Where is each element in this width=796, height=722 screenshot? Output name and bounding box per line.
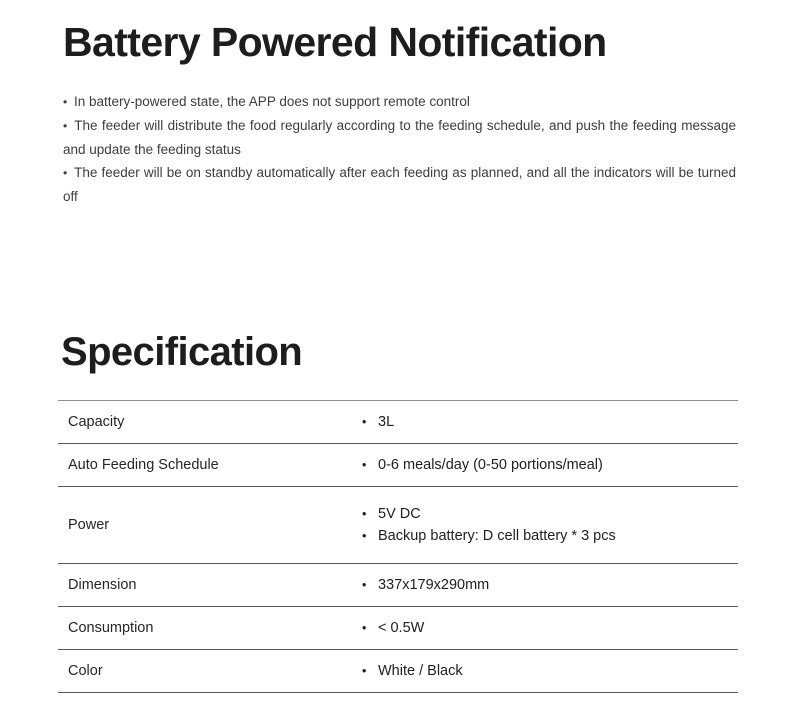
spec-row-power xyxy=(58,487,738,564)
spec-values xyxy=(362,487,738,564)
spec-values xyxy=(362,650,738,693)
spec-value-line xyxy=(362,660,738,682)
note-item: • The feeder will be on standby automatically after each feeding as planned, and all the indicators will be turned off xyxy=(63,161,736,208)
spec-row-dimension xyxy=(58,564,738,607)
bullet-icon: • xyxy=(362,415,367,430)
spec-value-text: 337x179x290mm xyxy=(378,577,490,594)
spec-value-line xyxy=(362,411,738,433)
spec-label: Auto Feeding Schedule xyxy=(68,457,219,474)
spec-values xyxy=(362,607,738,650)
section-title-specification: Specification xyxy=(61,330,303,375)
spec-label: Dimension xyxy=(68,577,137,594)
spec-value-text: 0-6 meals/day (0-50 portions/meal) xyxy=(378,457,603,474)
spec-row-auto-feeding-schedule xyxy=(58,444,738,487)
spec-value-line xyxy=(362,454,738,476)
spec-table-body xyxy=(58,401,738,693)
notes-list xyxy=(63,90,736,208)
bullet-icon: • xyxy=(63,119,68,134)
bullet-icon: • xyxy=(362,529,367,544)
spec-value-line xyxy=(362,503,738,525)
bullet-icon: • xyxy=(362,507,367,522)
spec-value-text: 5V DC xyxy=(378,506,421,523)
spec-values xyxy=(362,401,738,444)
spec-value-line xyxy=(362,617,738,639)
section-title-battery-powered-notification: Battery Powered Notification xyxy=(63,19,607,65)
spec-label: Power xyxy=(68,517,110,534)
spec-values xyxy=(362,444,738,487)
bullet-icon: • xyxy=(63,95,68,110)
bullet-icon: • xyxy=(362,664,367,679)
spec-value-text: Backup battery: D cell battery * 3 pcs xyxy=(378,528,616,545)
bullet-icon: • xyxy=(362,458,367,473)
spec-label: Capacity xyxy=(68,414,125,431)
bullet-icon: • xyxy=(63,166,68,181)
spec-label: Consumption xyxy=(68,620,154,637)
spec-table xyxy=(58,400,738,693)
spec-values xyxy=(362,564,738,607)
note-item: • The feeder will distribute the food regularly according to the feeding schedule, and push the feeding message and update the feeding status xyxy=(63,114,736,161)
spec-value-line xyxy=(362,574,738,596)
spec-value-line xyxy=(362,525,738,547)
bullet-icon: • xyxy=(362,578,367,593)
note-item: • In battery-powered state, the APP does not support remote control xyxy=(63,90,736,114)
spec-row-capacity xyxy=(58,401,738,444)
bullet-icon: • xyxy=(362,621,367,636)
spec-row-consumption xyxy=(58,607,738,650)
spec-value-text: White / Black xyxy=(378,663,463,680)
spec-value-text: 3L xyxy=(378,414,395,431)
spec-value-text: < 0.5W xyxy=(378,620,425,637)
spec-row-color xyxy=(58,650,738,693)
spec-label: Color xyxy=(68,663,103,680)
